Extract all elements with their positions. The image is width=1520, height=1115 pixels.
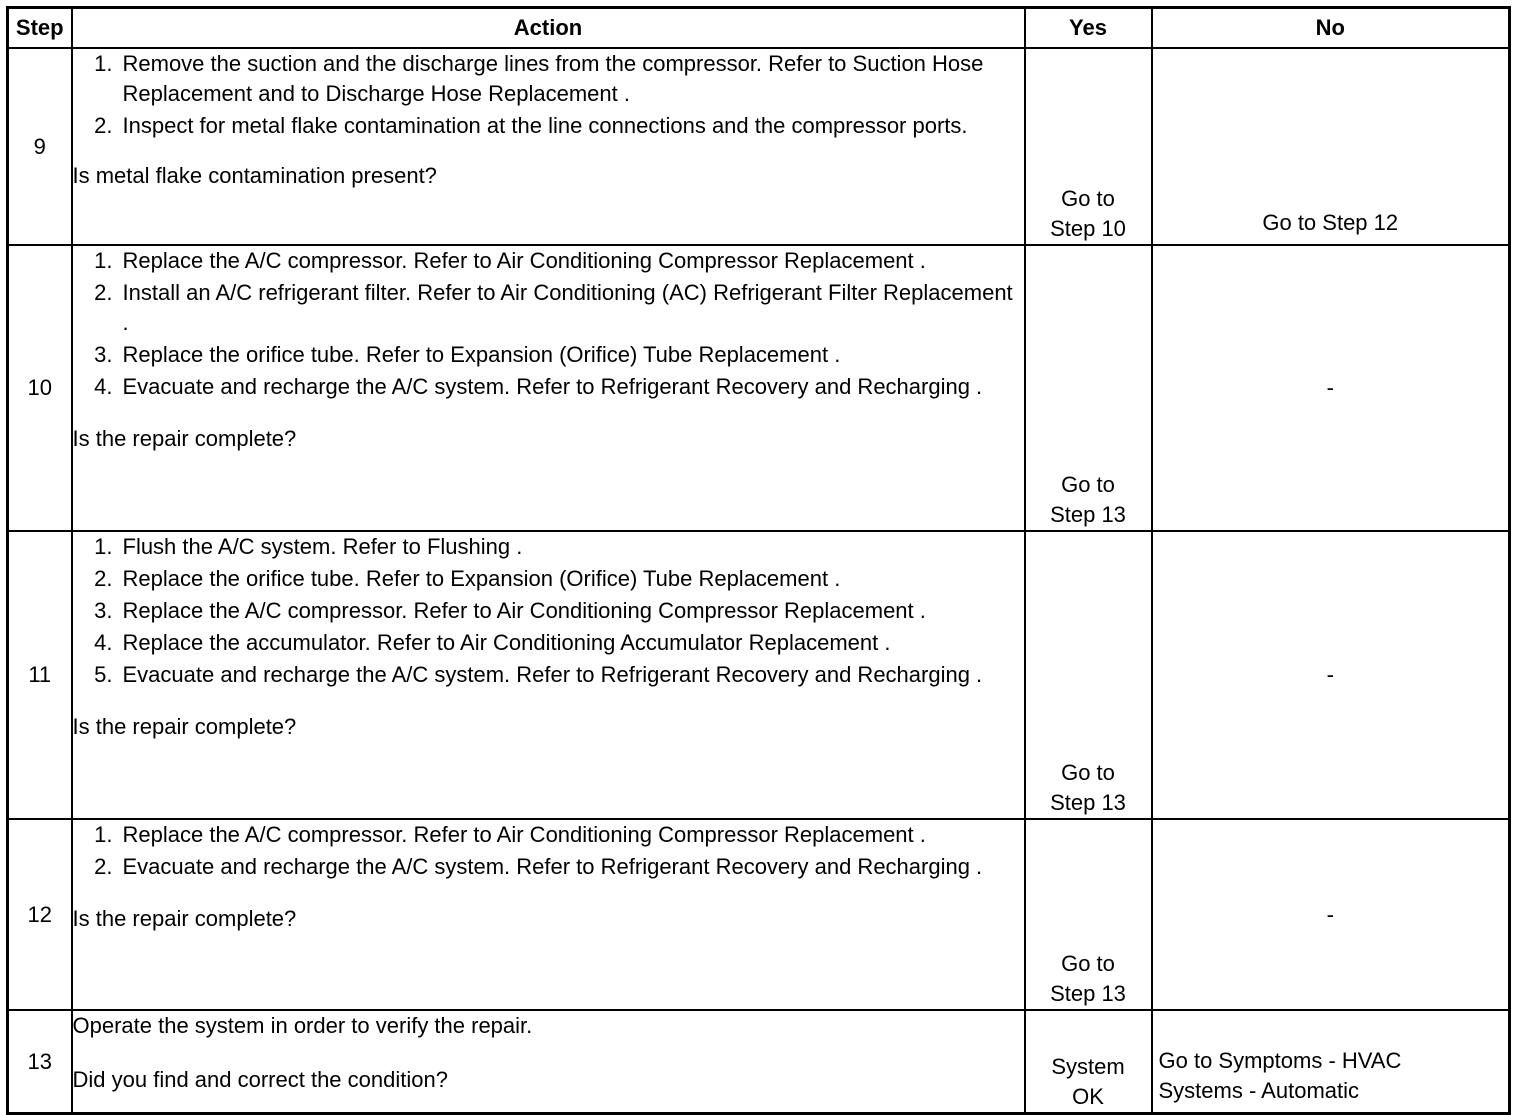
list-item: 1. Replace the A/C compressor. Refer to Air Conditioning Compressor Replacement . (94, 822, 926, 847)
yes-cell (1025, 48, 1152, 245)
list-item-text: Replace the A/C compressor. Refer to Air Conditioning Compressor Replacement . (122, 248, 926, 273)
list-item: 1. Replace the A/C compressor. Refer to Air Conditioning Compressor Replacement . (94, 248, 926, 273)
list-item-text: Flush the A/C system. Refer to Flushing . (122, 534, 523, 559)
yes-line-2: Step 13 (1050, 502, 1126, 527)
list-item-text: Install an A/C refrigerant filter. Refer to Air Conditioning (AC) Refrigerant Filter Replacement . (122, 280, 1013, 335)
yes-line-2: Step 13 (1050, 981, 1126, 1006)
table-row (8, 245, 1510, 531)
list-item: 3. Replace the A/C compressor. Refer to Air Conditioning Compressor Replacement . (94, 598, 926, 623)
list-item: 4. Evacuate and recharge the A/C system. Refer to Refrigerant Recovery and Recharging . (94, 374, 983, 399)
question-text: Is the repair complete? (72, 906, 297, 931)
list-item-text: Replace the orifice tube. Refer to Expansion (Orifice) Tube Replacement . (122, 566, 841, 591)
step-number: 10 (8, 245, 72, 531)
yes-line-1: Go to (1061, 951, 1115, 976)
yes-cell (1025, 531, 1152, 819)
action-list (73, 246, 1024, 402)
no-line-1: Go to Symptoms - HVAC (1158, 1048, 1402, 1073)
list-item-text: Evacuate and recharge the A/C system. Refer to Refrigerant Recovery and Recharging . (122, 662, 983, 687)
question-text: Did you find and correct the condition? (72, 1067, 448, 1092)
yes-line-1: Go to (1061, 472, 1115, 497)
action-cell (72, 531, 1025, 819)
list-item: 1. Remove the suction and the discharge lines from the compressor. Refer to Suction Hose Replacement and to Discharge Hose Replacement . (94, 51, 984, 106)
no-cell (1152, 1010, 1510, 1114)
action-list (73, 820, 1024, 882)
question-text: Is metal flake contamination present? (72, 163, 437, 188)
list-item: 2. Install an A/C refrigerant filter. Refer to Air Conditioning (AC) Refrigerant Filter Replacement . (94, 280, 1013, 335)
header-step: Step (8, 8, 72, 49)
action-cell (72, 819, 1025, 1010)
list-item-text: Evacuate and recharge the A/C system. Refer to Refrigerant Recovery and Recharging . (122, 854, 983, 879)
no-cell: - (1152, 531, 1510, 819)
yes-cell (1025, 245, 1152, 531)
list-item-text: Evacuate and recharge the A/C system. Refer to Refrigerant Recovery and Recharging . (122, 374, 983, 399)
header-yes: Yes (1025, 8, 1152, 49)
no-line-2: Systems - Automatic (1158, 1078, 1360, 1103)
list-item-text: Inspect for metal flake contamination at the line connections and the compressor ports. (122, 113, 968, 138)
yes-line-2: Step 10 (1050, 216, 1126, 241)
list-item: 2. Replace the orifice tube. Refer to Expansion (Orifice) Tube Replacement . (94, 566, 841, 591)
header-no: No (1152, 8, 1510, 49)
list-item: 1. Flush the A/C system. Refer to Flushing . (94, 534, 523, 559)
yes-line-1: System (1051, 1054, 1125, 1079)
no-cell: - (1152, 245, 1510, 531)
question-text: Is the repair complete? (72, 426, 297, 451)
action-cell (72, 1010, 1025, 1114)
list-item-text: Replace the A/C compressor. Refer to Air Conditioning Compressor Replacement . (122, 598, 926, 623)
action-list (73, 532, 1024, 690)
yes-line-1: Go to (1061, 760, 1115, 785)
action-text: Operate the system in order to verify the repair. (72, 1013, 533, 1038)
question-text: Is the repair complete? (72, 714, 297, 739)
action-list (73, 49, 1024, 141)
list-item: 3. Replace the orifice tube. Refer to Expansion (Orifice) Tube Replacement . (94, 342, 841, 367)
table-row (8, 48, 1510, 245)
list-item-text: Remove the suction and the discharge lines from the compressor. Refer to Suction Hose Replacement and to Discharge Hose Replacement . (122, 51, 984, 106)
no-cell: Go to Step 12 (1152, 48, 1510, 245)
step-number: 12 (8, 819, 72, 1010)
yes-line-2: OK (1072, 1084, 1104, 1109)
action-cell (72, 48, 1025, 245)
list-item: 2. Inspect for metal flake contamination at the line connections and the compressor ports. (94, 113, 968, 138)
table-row (8, 819, 1510, 1010)
list-item-text: Replace the accumulator. Refer to Air Conditioning Accumulator Replacement . (122, 630, 891, 655)
step-number: 13 (8, 1010, 72, 1114)
list-item: 5. Evacuate and recharge the A/C system. Refer to Refrigerant Recovery and Recharging . (94, 662, 983, 687)
step-number: 9 (8, 48, 72, 245)
step-number: 11 (8, 531, 72, 819)
list-item-text: Replace the A/C compressor. Refer to Air Conditioning Compressor Replacement . (122, 822, 926, 847)
table-row (8, 531, 1510, 819)
yes-line-1: Go to (1061, 186, 1115, 211)
action-cell (72, 245, 1025, 531)
list-item-text: Replace the orifice tube. Refer to Expansion (Orifice) Tube Replacement . (122, 342, 841, 367)
yes-line-2: Step 13 (1050, 790, 1126, 815)
diagnostic-table (6, 6, 1511, 1115)
list-item: 2. Evacuate and recharge the A/C system. Refer to Refrigerant Recovery and Recharging . (94, 854, 983, 879)
header-row (8, 8, 1510, 49)
list-item: 4. Replace the accumulator. Refer to Air Conditioning Accumulator Replacement . (94, 630, 891, 655)
table-row (8, 1010, 1510, 1114)
header-action: Action (72, 8, 1025, 49)
no-cell: - (1152, 819, 1510, 1010)
yes-cell (1025, 1010, 1152, 1114)
yes-cell (1025, 819, 1152, 1010)
